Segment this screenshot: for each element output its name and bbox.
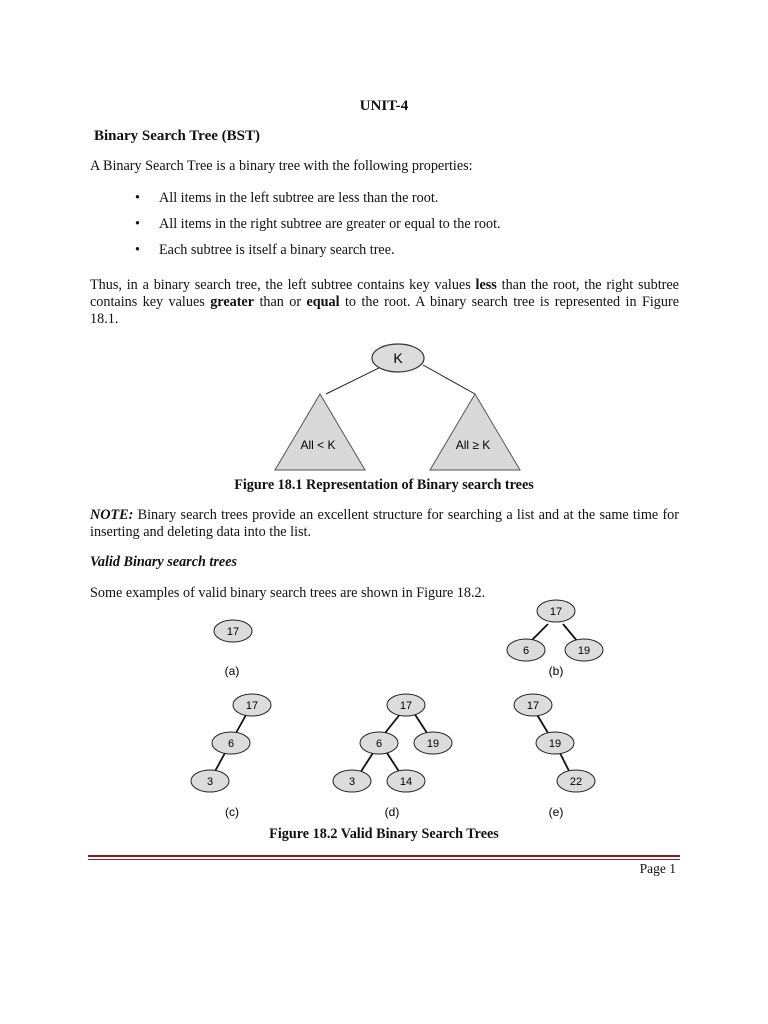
- svg-text:6: 6: [227, 738, 235, 750]
- svg-text:6: 6: [522, 645, 530, 657]
- summary-paragraph: Thus, in a binary search tree, the left subtree contains key values less than the root, the right subtree contains key values greater than or equal to the root. A binary search tree is represented in Figure 18.1.: [90, 277, 679, 327]
- tree-a-label: (a): [224, 664, 240, 678]
- unit-title: UNIT-4: [359, 98, 409, 114]
- svg-text:22: 22: [569, 776, 583, 788]
- list-item: • All items in the left subtree are less than the root.: [135, 190, 439, 206]
- right-subtree-triangle: [430, 394, 520, 470]
- figure-18-1-caption: Figure 18.1 Representation of Binary search trees: [234, 477, 534, 493]
- figure-18-1-diagram: [260, 338, 540, 473]
- note-paragraph: NOTE: Binary search trees provide an excellent structure for searching a list and at the same time for inserting and deleting data into the list.: [90, 507, 679, 540]
- list-item: • All items in the right subtree are greater or equal to the root.: [135, 216, 501, 232]
- tree-c: [191, 694, 271, 819]
- tree-d: [333, 694, 452, 819]
- bullet-icon: •: [135, 216, 140, 232]
- tree-b: [507, 600, 603, 678]
- figure-18-2-caption: Figure 18.2 Valid Binary Search Trees: [269, 826, 499, 842]
- list-item: • Each subtree is itself a binary search tree.: [135, 242, 395, 258]
- svg-text:19: 19: [426, 738, 440, 750]
- tree-e: [514, 694, 595, 819]
- svg-text:17: 17: [526, 700, 540, 712]
- svg-text:17: 17: [399, 700, 413, 712]
- bullet-icon: •: [135, 190, 140, 206]
- figure-18-2-diagram: [0, 595, 768, 825]
- page-number: Page 1: [639, 861, 676, 876]
- tree-d-label: (d): [384, 805, 400, 819]
- svg-text:14: 14: [399, 776, 413, 788]
- bullet-icon: •: [135, 242, 140, 258]
- svg-text:3: 3: [348, 776, 356, 788]
- svg-text:3: 3: [206, 776, 214, 788]
- svg-text:17: 17: [226, 626, 240, 638]
- properties-list: [135, 190, 501, 268]
- svg-text:17: 17: [549, 606, 563, 618]
- root-node-label: K: [393, 350, 403, 366]
- tree-b-label: (b): [548, 664, 564, 678]
- svg-text:6: 6: [375, 738, 383, 750]
- tree-e-label: (e): [548, 805, 564, 819]
- tree-c-label: (c): [225, 805, 239, 819]
- footer-rule-thin: [88, 859, 680, 860]
- svg-text:19: 19: [577, 645, 591, 657]
- intro-paragraph: A Binary Search Tree is a binary tree with the following properties:: [90, 158, 473, 174]
- valid-bst-heading: Valid Binary search trees: [90, 554, 238, 570]
- right-subtree-label: All ≥ K: [455, 438, 491, 452]
- valid-bst-intro: Some examples of valid binary search trees are shown in Figure 18.2.: [90, 585, 486, 601]
- left-subtree-triangle: [275, 394, 365, 470]
- left-subtree-label: All < K: [300, 438, 336, 452]
- tree-a: [214, 620, 252, 678]
- svg-text:19: 19: [548, 738, 562, 750]
- section-title: Binary Search Tree (BST): [94, 128, 260, 144]
- footer-rule: [88, 855, 680, 857]
- svg-text:17: 17: [245, 700, 259, 712]
